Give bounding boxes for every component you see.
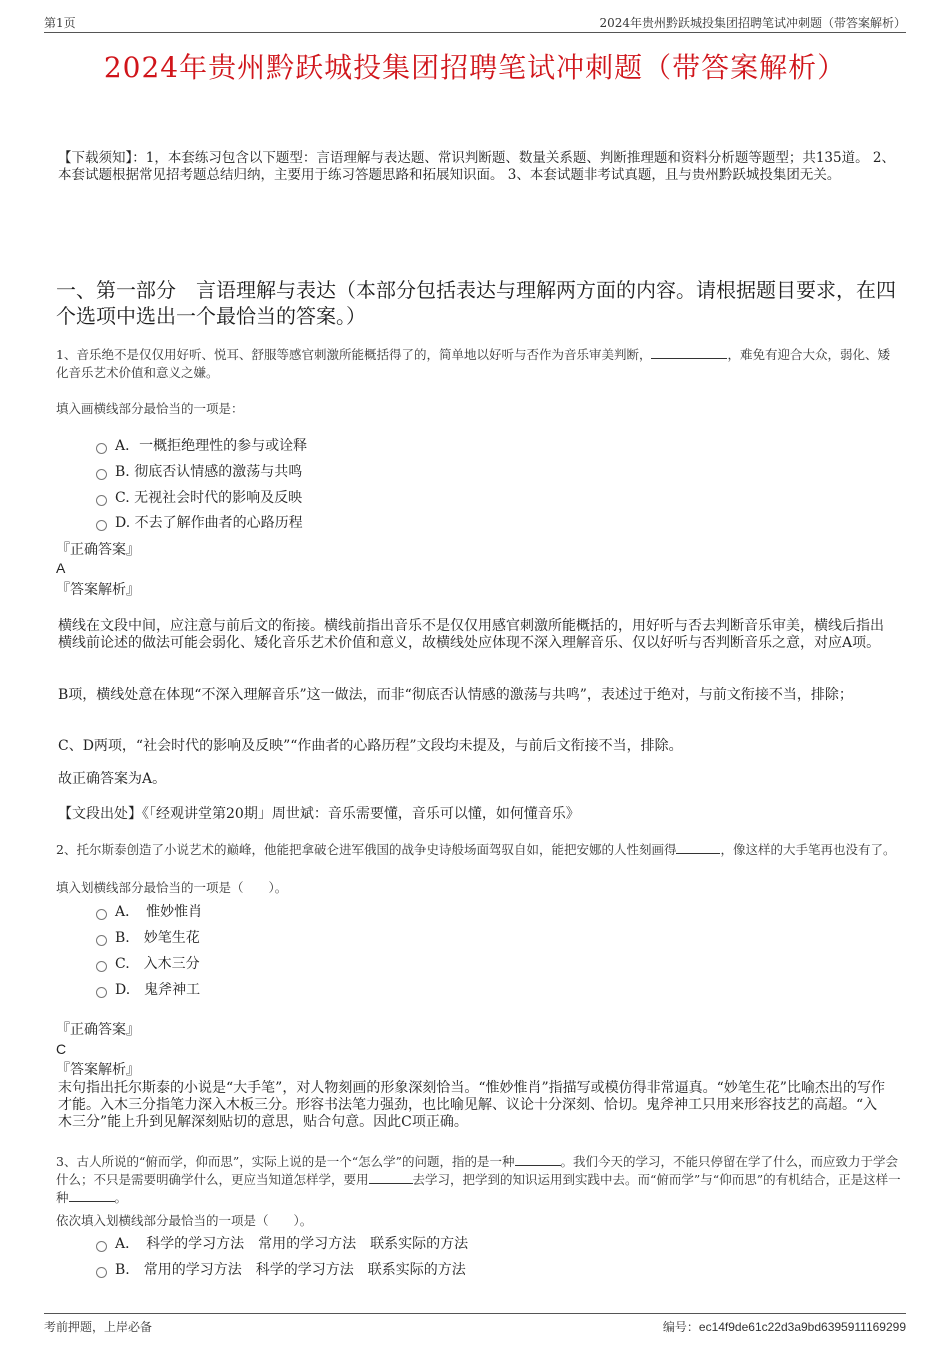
q2-correct-label: 『正确答案』: [56, 1022, 140, 1038]
question-3-stem: 3、古人所说的“俯而学，仰而思”，实际上说的是一个“怎么学”的问题，指的是一种 。我们今天的学习，不能只停留在学了什么，而应致力于学会什么；不只是需要明确学什么，更应当知道怎样学，要用 去学习，把学到的知识运用到实践中去。而“俯而学”与“仰而思”的有机结合，正是这样一种 。: [56, 1154, 901, 1205]
blank: [651, 346, 727, 359]
radio-icon[interactable]: [96, 469, 107, 480]
footer-code: 编号：ec14f9de61c22d3a9bd6395911169299: [662, 1320, 906, 1334]
footer-slogan: 考前押题，上岸必备: [44, 1320, 153, 1334]
q1-analysis-para-1: 横线在文段中间，应注意与前后文的衔接。横线前指出音乐不是仅仅用感官刺激所能概括的，用好听与否去判断音乐审美，横线后指出横线前论述的做法可能会弱化、矮化音乐艺术价值和意义，故横线处应体现不深入理解音乐、仅以好听与否判断音乐之意，对应A项。: [58, 618, 884, 651]
blank: [515, 1153, 561, 1166]
page-number: 第1页: [44, 16, 76, 30]
question-2-stem: 2、托尔斯泰创造了小说艺术的巅峰，他能把拿破仑进军俄国的战争史诗般场面驾驭自如，能把安娜的人性刻画得 ，像这样的大手笔再也没有了。: [56, 842, 896, 857]
question-1-stem: 1、音乐绝不是仅仅用好听、悦耳、舒服等感官刺激所能概括得了的，简单地以好听与否作为音乐审美判断， ，难免有迎合大众，弱化、矮化音乐艺术价值和意义之嫌。: [56, 347, 890, 380]
q1-option-b[interactable]: B. 彻底否认情感的激荡与共鸣: [96, 463, 302, 481]
q1-option-c[interactable]: C. 无视社会时代的影响及反映: [96, 489, 302, 507]
blank: [676, 841, 720, 854]
radio-icon[interactable]: [96, 520, 107, 531]
q2-option-a[interactable]: A． 惟妙惟肖: [96, 903, 202, 921]
radio-icon[interactable]: [96, 443, 107, 454]
page-title: 2024年贵州黔跃城投集团招聘笔试冲刺题（带答案解析）: [103, 51, 847, 84]
q3-option-b[interactable]: B. 常用的学习方法 科学的学习方法 联系实际的方法: [96, 1261, 466, 1279]
download-notice: 【下载须知】：1，本套练习包含以下题型：言语理解与表达题、常识判断题、数量关系题、判断推理题和资料分析题等题型；共135道。 2、本套试题根据常见招考题总结归纳，主要用于练习答题思路和拓展知识面。 3、本套试题非考试真题，且与贵州黔跃城投集团无关。: [58, 150, 895, 183]
q1-correct-label: 『正确答案』: [56, 542, 140, 558]
q2-analysis-label: 『答案解析』: [56, 1062, 140, 1078]
q1-analysis-label: 『答案解析』: [56, 582, 140, 598]
header-doc-title: 2024年贵州黔跃城投集团招聘笔试冲刺题（带答案解析）: [599, 16, 906, 30]
q1-source: 【文段出处】《「经观讲堂第20期」周世斌：音乐需要懂，音乐可以懂，如何懂音乐》: [58, 806, 580, 822]
blank: [69, 1189, 115, 1202]
radio-icon[interactable]: [96, 987, 107, 998]
question-2-prompt: 填入划横线部分最恰当的一项是（ ）。: [56, 880, 288, 895]
q2-option-c[interactable]: C. 入木三分: [96, 955, 200, 973]
radio-icon[interactable]: [96, 909, 107, 920]
page-header: [44, 14, 906, 33]
radio-icon[interactable]: [96, 961, 107, 972]
q2-correct-answer: C: [56, 1041, 67, 1057]
radio-icon[interactable]: [96, 1267, 107, 1278]
radio-icon[interactable]: [96, 1241, 107, 1252]
q1-option-d[interactable]: D. 不去了解作曲者的心路历程: [96, 514, 303, 532]
section-heading: 一、第一部分 言语理解与表达（本部分包括表达与理解两方面的内容。请根据题目要求，在四个选项中选出一个最恰当的答案。）: [56, 278, 896, 328]
blank: [369, 1171, 413, 1184]
question-1-prompt: 填入画横线部分最恰当的一项是：: [56, 401, 244, 416]
page-footer: [44, 1313, 906, 1338]
q1-analysis-para-4: 故正确答案为A。: [58, 771, 167, 787]
q2-analysis: 末句指出托尔斯泰的小说是“大手笔”，对人物刻画的形象深刻恰当。“惟妙惟肖”指描写或模仿得非常逼真。“妙笔生花”比喻杰出的写作才能。入木三分指笔力深入木板三分。形容书法笔力强劲，也比喻见解、议论十分深刻、恰切。鬼斧神工只用来形容技艺的高超。“入木三分”能上升到见解深刻贴切的意思，贴合句意。因此C项正确。: [58, 1080, 885, 1130]
radio-icon[interactable]: [96, 495, 107, 506]
radio-icon[interactable]: [96, 935, 107, 946]
q1-analysis-para-2: B项，横线处意在体现“不深入理解音乐”这一做法，而非“彻底否认情感的激荡与共鸣”，表述过于绝对，与前文衔接不当，排除；: [58, 687, 853, 703]
q3-option-a[interactable]: A． 科学的学习方法 常用的学习方法 联系实际的方法: [96, 1235, 468, 1253]
q2-option-b[interactable]: B. 妙笔生花: [96, 929, 200, 947]
q1-correct-answer: A: [56, 560, 66, 576]
q1-analysis-para-3: C、D两项，“社会时代的影响及反映”“作曲者的心路历程”文段均未提及，与前后文衔接不当，排除。: [58, 738, 683, 754]
q2-option-d[interactable]: D. 鬼斧神工: [96, 981, 200, 999]
question-3-prompt: 依次填入划横线部分最恰当的一项是（ ）。: [56, 1213, 313, 1228]
q1-option-a[interactable]: A．一概拒绝理性的参与或诠释: [96, 437, 307, 455]
